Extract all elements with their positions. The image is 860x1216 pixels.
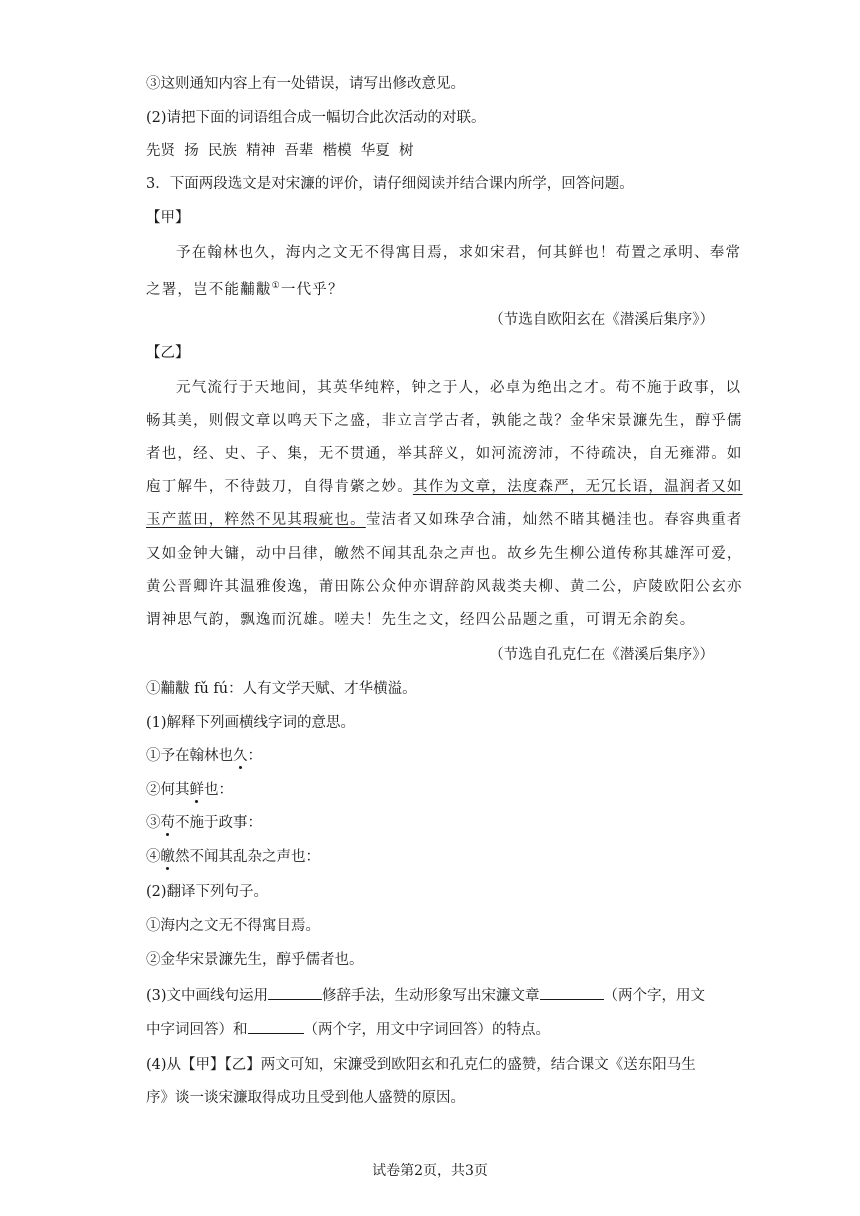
- question-4: (4)从【甲】【乙】两文可知，宋濂受到欧阳玄和孔克仁的盛赞，结合课文《送东阳马生: [146, 1057, 696, 1073]
- dotted-word: 苟: [160, 815, 175, 831]
- passage-text: 庖丁解牛，不待鼓刀，自得肯綮之妙。: [146, 479, 413, 495]
- passage-yi-line: 者也，经、史、子、集，无不贯通，举其辞义，如河流滂沛，不待疏决，自无雍滞。如: [146, 446, 743, 462]
- sub-question: ④皦然不闻其乱杂之声也：: [146, 849, 320, 865]
- sub-question: ③苟不施于政事：: [146, 815, 262, 831]
- passage-yi-label: 【乙】: [146, 345, 190, 361]
- answer-blank[interactable]: [248, 1019, 304, 1034]
- passage-yi-line: 元气流行于天地间，其英华纯粹，钟之于人，必卓为绝出之才。苟不施于政事，以: [176, 380, 742, 396]
- footnote-marker: ①: [271, 281, 281, 291]
- footnote: ①黼黻 fǔ fú：人有文学天赋、才华横溢。: [146, 681, 417, 697]
- passage-yi-line: 又如金钟大镛，动中吕律，皦然不闻其乱杂之声也。故乡先生柳公道传称其雄浑可爱，: [146, 546, 743, 562]
- passage-jia-line: [146, 276, 726, 300]
- passage-yi-line: 畅其美，则假文章以鸣天下之盛，非立言学古者，孰能之哉？金华宋景濂先生，醇乎儒: [146, 413, 743, 429]
- question-3-title: 3．下面两段选文是对宋濂的评价，请仔细阅读并结合课内所学，回答问题。: [146, 176, 634, 192]
- dotted-word: 久: [233, 748, 248, 764]
- passage-yi-source: （节选自孔克仁在《潜溪后集序》）: [489, 647, 714, 663]
- passage-jia-line: 予在翰林也久，海内之文无不得寓目焉，求如宋君，何其鲜也！苟置之承明、奉常: [176, 245, 742, 261]
- underlined-sentence: 其作为文章，法度森严，无冗长语，温润者又如: [412, 479, 743, 495]
- passage-text: 一代乎？: [280, 282, 344, 298]
- question-3-cont: 中字词回答）和 （两个字，用文中字词回答）的特点。: [146, 1019, 726, 1040]
- answer-blank[interactable]: [268, 985, 322, 1000]
- question-notice-3: ③这则通知内容上有一处错误，请写出修改意见。: [146, 76, 465, 92]
- passage-yi-line: [146, 510, 743, 530]
- couplet-words: 先贤 扬 民族 精神 吾辈 楷模 华夏 树: [146, 143, 414, 159]
- passage-text: 之署，岂不能黼黻: [146, 282, 272, 298]
- sub-question: ①海内之文无不得寓目焉。: [146, 918, 320, 934]
- answer-blank[interactable]: [540, 985, 604, 1000]
- passage-yi-line: 谓神思气韵，飘逸而沉雄。嗟夫！先生之文，经四公品题之重，可谓无余韵矣。: [146, 612, 696, 628]
- sub-question: ②何其鲜也：: [146, 782, 233, 798]
- underlined-sentence: 玉产蓝田，粹然不见其瑕疵也。: [146, 512, 366, 528]
- question-2: (2)翻译下列句子。: [146, 884, 269, 900]
- dotted-word: 鲜: [189, 782, 204, 798]
- question-4-cont: 序》谈一谈宋濂取得成功且受到他人盛赞的原因。: [146, 1090, 465, 1106]
- page-footer: 试卷第2页，共3页: [372, 1163, 488, 1179]
- passage-text: 莹洁者又如珠孕合浦，灿然不睹其檛洼也。春容典重者: [365, 512, 743, 528]
- passage-yi-line: 黄公晋卿许其温雅俊逸，莆田陈公众仲亦谓辞韵风裁类夫柳、黄二公，庐陵欧阳公玄亦: [146, 579, 743, 595]
- passage-yi-line: [146, 477, 743, 497]
- question-3: (3)文中画线句运用 修辞手法，生动形象写出宋濂文章 （两个字，用文: [146, 985, 726, 1006]
- passage-jia-label: 【甲】: [146, 210, 190, 226]
- sub-question: ②金华宋景濂先生，醇乎儒者也。: [146, 952, 364, 968]
- sub-question: ①予在翰林也久：: [146, 748, 262, 764]
- question-couplet: (2)请把下面的词语组合成一幅切合此次活动的对联。: [146, 110, 486, 126]
- dotted-word: 皦: [160, 849, 175, 865]
- question-1: (1)解释下列画横线字词的意思。: [146, 715, 356, 731]
- passage-jia-source: （节选自欧阳玄在《潜溪后集序》）: [489, 312, 714, 328]
